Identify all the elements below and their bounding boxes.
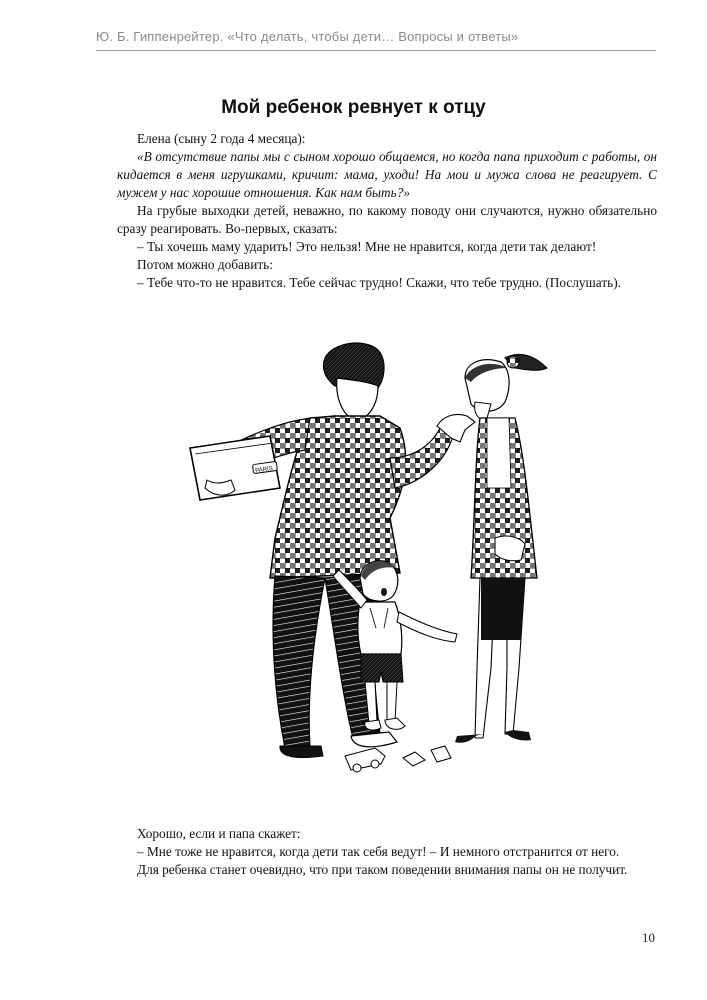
toys-icon — [345, 746, 451, 772]
author-line: Елена (сыну 2 года 4 месяца): — [137, 131, 306, 146]
answer-paragraph-2: – Ты хочешь маму ударить! Это нельзя! Мне не нравится, когда дети так делают! — [137, 239, 597, 254]
header-divider — [96, 50, 656, 51]
page-number: 10 — [642, 930, 655, 945]
mother-figure — [455, 354, 547, 742]
answer-paragraph-5: Хорошо, если и папа скажет: — [137, 826, 301, 841]
father-figure — [190, 343, 475, 758]
running-head: Ю. Б. Гиппенрейтер. «Что делать, чтобы дети… Вопросы и ответы» — [96, 29, 519, 44]
briefcase-label: PARIS — [254, 465, 274, 475]
reader-question: «В отсутствие папы мы с сыном хорошо общаемся, но когда папа приходит с работы, он кидается в меня игрушками, кричит: мама, уходи! На мои и мужа слова не реагирует. С мужем у нас хорошие отношения. Как нам быть?» — [117, 149, 657, 200]
article-body — [117, 130, 657, 292]
answer-paragraph-7: Для ребенка станет очевидно, что при таком поведении внимания папы он не получит. — [137, 862, 628, 877]
article-conclusion — [117, 825, 657, 879]
article-title: Мой ребенок ревнует к отцу — [221, 97, 486, 118]
answer-paragraph-6: – Мне тоже не нравится, когда дети так себя ведут! – И немного отстранится от него. — [137, 844, 620, 859]
answer-paragraph-3: Потом можно добавить: — [137, 257, 273, 272]
answer-paragraph-1: На грубые выходки детей, неважно, по какому поводу они случаются, нужно обязательно сразу реагировать. Во-первых, сказать: — [117, 203, 657, 236]
answer-paragraph-4: – Тебе что-то не нравится. Тебе сейчас трудно! Скажи, что тебе трудно. (Послушать). — [137, 275, 621, 290]
family-scene-illustration — [175, 338, 565, 778]
